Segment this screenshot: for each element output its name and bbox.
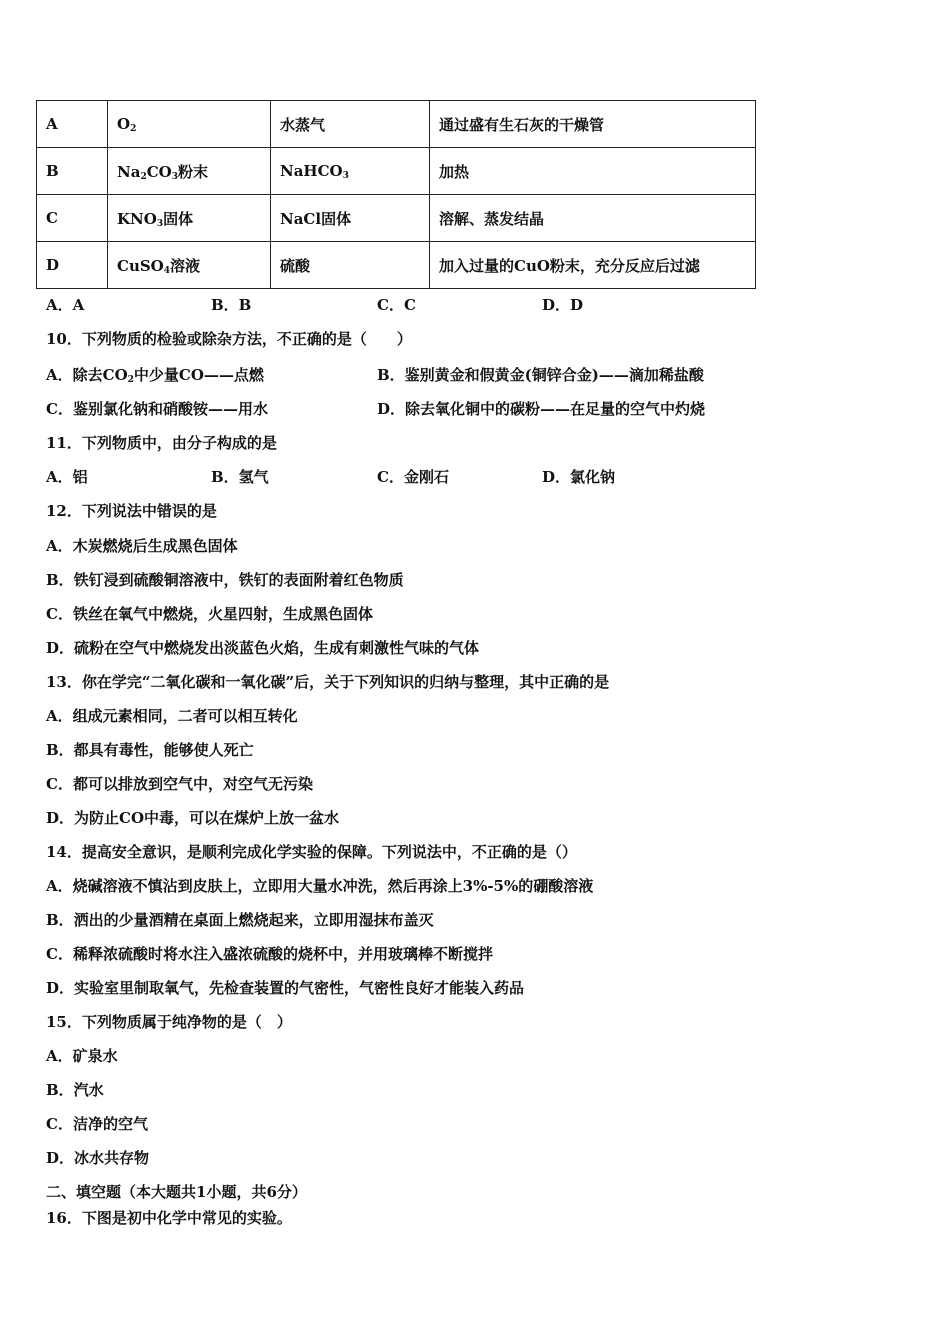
q13-stem: 13．你在学完“二氧化碳和一氧化碳”后，关于下列知识的归纳与整理，其中正确的是 — [46, 673, 610, 691]
row-method: 加热 — [430, 148, 756, 195]
q10-stem: 10．下列物质的检验或除杂方法，不正确的是（ ） — [46, 330, 412, 348]
q10-option-c: C．鉴别氯化钠和硝酸铵——用水 — [46, 400, 268, 418]
row-impurity: NaHCO$_3$ — [271, 148, 430, 195]
q15-option-a: A．矿泉水 — [46, 1047, 118, 1065]
row-impurity: NaCl固体 — [271, 195, 430, 242]
q11-option-a: A．铝 — [46, 468, 88, 486]
row-key: D — [37, 242, 108, 289]
q15-option-d: D．冰水共存物 — [46, 1149, 150, 1167]
q12-option-d: D．硫粉在空气中燃烧发出淡蓝色火焰，生成有刺激性气味的气体 — [46, 639, 480, 657]
q9-option-d: D．D — [542, 296, 584, 314]
q14-option-a: A．烧碱溶液不慎沾到皮肤上，立即用大量水冲洗，然后再涂上3%-5%的硼酸溶液 — [46, 877, 594, 895]
q11-option-c: C．金刚石 — [377, 468, 449, 486]
q14-option-b: B．洒出的少量酒精在桌面上燃烧起来，立即用湿抹布盖灭 — [46, 911, 434, 929]
q13-option-d: D．为防止CO中毒，可以在煤炉上放一盆水 — [46, 809, 340, 827]
table-row — [37, 148, 756, 195]
table-row — [37, 195, 756, 242]
q12-option-a: A．木炭燃烧后生成黑色固体 — [46, 537, 238, 555]
q10-option-d: D．除去氧化铜中的碳粉——在足量的空气中灼烧 — [377, 400, 706, 418]
row-substance: $KNO_3$固体 — [108, 195, 271, 242]
q12-option-b: B．铁钉浸到硫酸铜溶液中，铁钉的表面附着红色物质 — [46, 571, 404, 589]
row-substance: $O_2$ — [108, 101, 271, 148]
row-key: C — [37, 195, 108, 242]
table-row — [37, 101, 756, 148]
q13-option-b: B．都具有毒性，能够使人死亡 — [46, 741, 254, 759]
row-substance: $Na_2CO_3$粉末 — [108, 148, 271, 195]
row-method: 加入过量的CuO粉末，充分反应后过滤 — [430, 242, 756, 289]
row-method: 溶解、蒸发结晶 — [430, 195, 756, 242]
q11-option-b: B．氢气 — [211, 468, 269, 486]
row-method: 通过盛有生石灰的干燥管 — [430, 101, 756, 148]
q10-option-b: B．鉴别黄金和假黄金(铜锌合金)——滴加稀盐酸 — [377, 366, 704, 384]
q15-stem: 15．下列物质属于纯净物的是（ ） — [46, 1013, 292, 1031]
options-table — [36, 100, 756, 289]
q11-stem: 11．下列物质中，由分子构成的是 — [46, 434, 277, 452]
row-key: B — [37, 148, 108, 195]
q9-option-c: C．C — [377, 296, 416, 314]
row-impurity: 水蒸气 — [271, 101, 430, 148]
row-key: A — [37, 101, 108, 148]
q13-option-c: C．都可以排放到空气中，对空气无污染 — [46, 775, 313, 793]
q13-option-a: A．组成元素相同，二者可以相互转化 — [46, 707, 298, 725]
table-row — [37, 242, 756, 289]
q9-option-b: B．B — [211, 296, 252, 314]
q12-option-c: C．铁丝在氧气中燃烧，火星四射，生成黑色固体 — [46, 605, 373, 623]
q14-option-c: C．稀释浓硫酸时将水注入盛浓硫酸的烧杯中，并用玻璃棒不断搅拌 — [46, 945, 493, 963]
row-substance: CuSO$_4$溶液 — [108, 242, 271, 289]
q14-option-d: D．实验室里制取氧气，先检查装置的气密性，气密性良好才能装入药品 — [46, 979, 525, 997]
q9-option-a: A．A — [46, 296, 85, 314]
q12-stem: 12．下列说法中错误的是 — [46, 502, 217, 520]
q15-option-c: C．洁净的空气 — [46, 1115, 148, 1133]
q10-option-a: A．除去$CO_2$中少量CO——点燃 — [46, 366, 264, 385]
q11-option-d: D．氯化钠 — [542, 468, 616, 486]
q16-stem: 16．下图是初中化学中常见的实验。 — [46, 1209, 292, 1227]
row-impurity: 硫酸 — [271, 242, 430, 289]
section-heading: 二、填空题（本大题共1小题，共6分） — [46, 1183, 307, 1201]
q14-stem: 14．提高安全意识，是顺利完成化学实验的保障。下列说法中，不正确的是（） — [46, 843, 577, 861]
q15-option-b: B．汽水 — [46, 1081, 104, 1099]
